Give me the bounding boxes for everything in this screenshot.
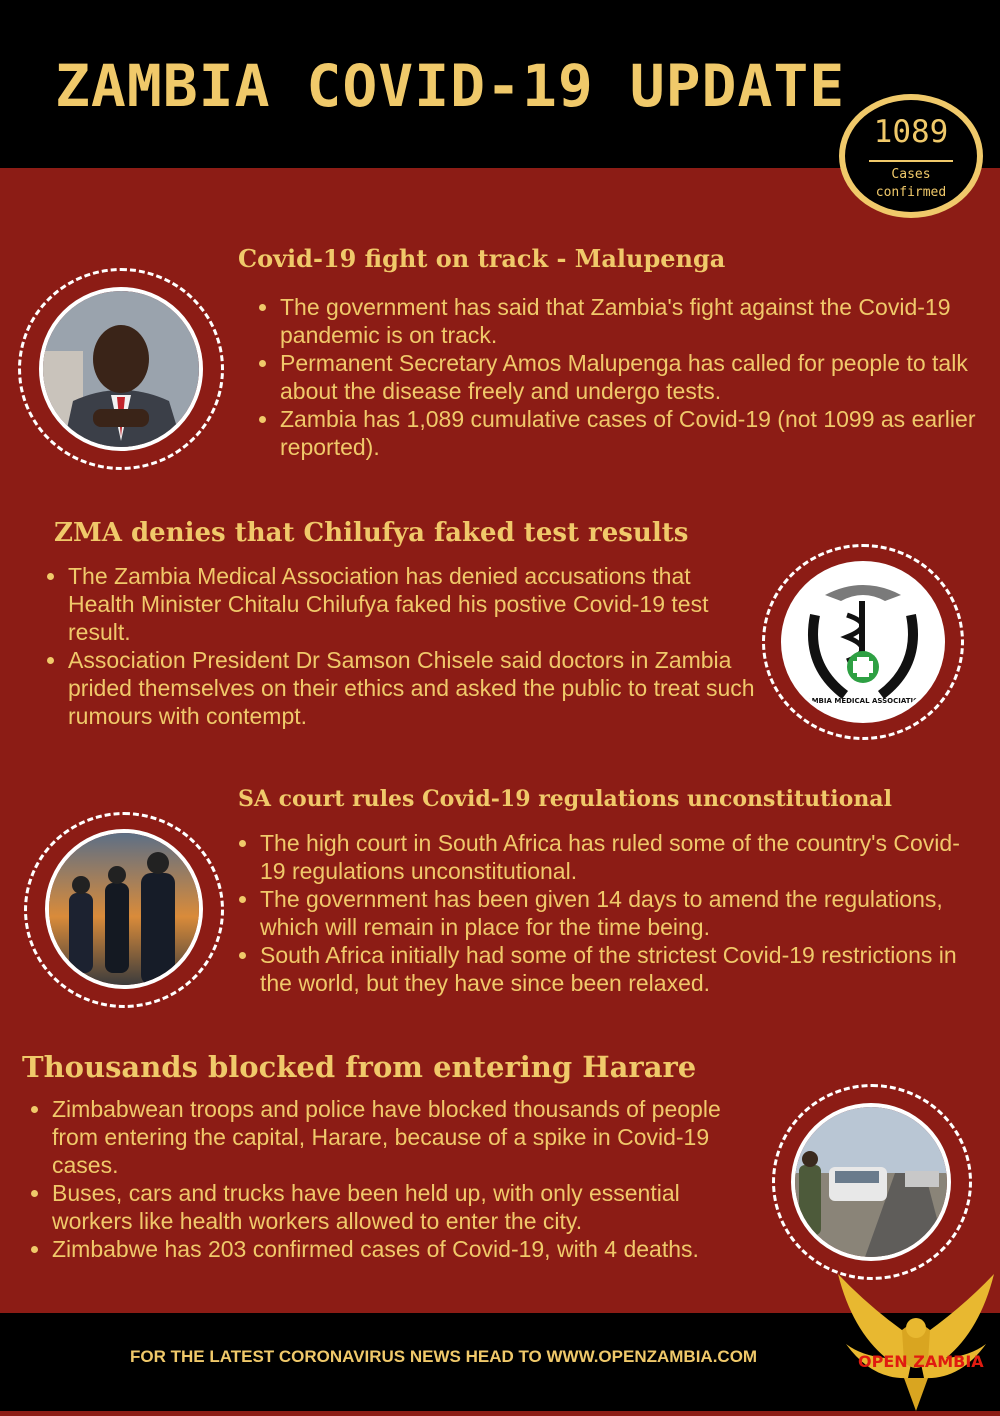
cases-badge <box>839 94 983 218</box>
section-1-list <box>254 293 980 461</box>
zma-logo <box>781 561 945 723</box>
badge-divider <box>869 160 953 162</box>
sa-police-photo <box>45 829 203 989</box>
zma-logo-frame <box>762 544 964 740</box>
zma-emblem-icon <box>785 565 941 719</box>
cases-label-line1: Cases <box>891 167 931 182</box>
footer-link-text: FOR THE LATEST CORONAVIRUS NEWS HEAD TO WWW.OPENZAMBIA.COM <box>130 1347 758 1366</box>
list-item: • Zimbabwe has 203 confirmed cases of Covid-19, with 4 deaths. <box>52 1235 752 1263</box>
page-title: ZAMBIA COVID-19 UPDATE <box>55 52 846 120</box>
roadblock-scene-icon <box>795 1107 947 1257</box>
harare-roadblock-photo <box>791 1103 951 1261</box>
open-zambia-logo <box>832 1270 1000 1411</box>
section-4-title: Thousands blocked from entering Harare <box>22 1050 697 1084</box>
person-portrait-icon <box>43 291 199 447</box>
list-item: • Association President Dr Samson Chisele said doctors in Zambia prided themselves on their ethics and asked the public to treat such rumours with contempt. <box>68 646 758 730</box>
section-4-list <box>26 1095 752 1263</box>
list-item: • Permanent Secretary Amos Malupenga has called for people to talk about the disease freely and undergo tests. <box>280 349 980 405</box>
list-item: • The government has been given 14 days to amend the regulations, which will remain in place for the time being. <box>260 885 980 941</box>
list-item: • Zimbabwean troops and police have blocked thousands of people from entering the capital, Harare, because of a spike in Covid-19 cases. <box>52 1095 752 1179</box>
section-1-title: Covid-19 fight on track - Malupenga <box>238 244 726 273</box>
eagle-logo-icon <box>832 1270 1000 1411</box>
cases-count: 1089 <box>873 114 949 150</box>
section-2-title: ZMA denies that Chilufya faked test results <box>54 518 689 548</box>
police-scene-icon <box>49 833 199 985</box>
cases-label-line2: confirmed <box>875 185 947 200</box>
section-3-title: SA court rules Covid-19 regulations unconstitutional <box>238 786 892 812</box>
section-3-list <box>234 829 980 997</box>
list-item: • Zambia has 1,089 cumulative cases of Covid-19 (not 1099 as earlier reported). <box>280 405 980 461</box>
section-2-list <box>42 562 758 730</box>
list-item: • Buses, cars and trucks have been held up, with only essential workers like health workers allowed to enter the city. <box>52 1179 752 1235</box>
list-item: • The Zambia Medical Association has denied accusations that Health Minister Chitalu Chilufya faked his postive Covid-19 test result. <box>68 562 758 646</box>
malupenga-photo-frame <box>18 268 224 470</box>
malupenga-photo <box>39 287 203 451</box>
list-item: • The high court in South Africa has ruled some of the country's Covid-19 regulations unconstitutional. <box>260 829 980 885</box>
open-zambia-logo-text: OPEN ZAMBIA <box>858 1352 984 1371</box>
list-item: • South Africa initially had some of the strictest Covid-19 restrictions in the world, but they have since been relaxed. <box>260 941 980 997</box>
zma-logo-text: ZAMBIA MEDICAL ASSOCIATION <box>801 697 925 705</box>
harare-roadblock-photo-frame <box>772 1084 972 1280</box>
sa-police-photo-frame <box>24 812 224 1008</box>
list-item: • The government has said that Zambia's fight against the Covid-19 pandemic is on track. <box>280 293 980 349</box>
cases-label <box>845 166 977 202</box>
